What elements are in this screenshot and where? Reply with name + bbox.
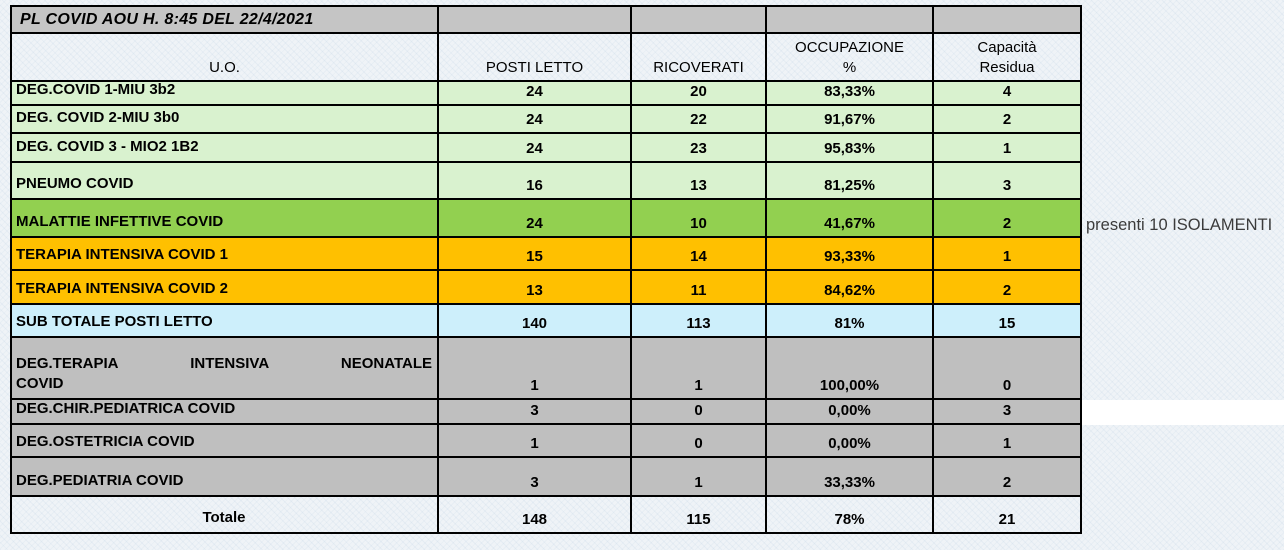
cell-capacita: 21 <box>934 497 1082 534</box>
row-label: DEG.PEDIATRIA COVID <box>12 458 439 497</box>
col-header-capacita <box>934 34 1082 82</box>
cell-capacita: 1 <box>934 134 1082 163</box>
row-label: PNEUMO COVID <box>12 163 439 200</box>
cell-capacita: 3 <box>934 163 1082 200</box>
cell-capacita: 3 <box>934 400 1082 425</box>
cell-ricoverati: 20 <box>632 82 767 106</box>
cell-occupazione: 100,00% <box>767 338 934 400</box>
cell-occupazione: 93,33% <box>767 238 934 271</box>
cell-posti_letto: 3 <box>439 458 632 497</box>
cell-posti_letto: 24 <box>439 134 632 163</box>
cell-occupazione: 81,25% <box>767 163 934 200</box>
title-row-spacer <box>632 7 767 34</box>
cell-capacita: 1 <box>934 238 1082 271</box>
col-header-occupazione-line2: % <box>842 58 857 76</box>
row-label: MALATTIE INFETTIVE COVID <box>12 200 439 238</box>
highlight-strip <box>1082 400 1284 425</box>
cell-ricoverati: 11 <box>632 271 767 305</box>
title-row-spacer <box>439 7 632 34</box>
isolation-note: presenti 10 ISOLAMENTI <box>1086 216 1273 234</box>
cell-ricoverati: 115 <box>632 497 767 534</box>
row-label: DEG.OSTETRICIA COVID <box>12 425 439 458</box>
cell-occupazione: 83,33% <box>767 82 934 106</box>
cell-posti_letto: 15 <box>439 238 632 271</box>
title-row-spacer <box>934 7 1082 34</box>
row-label: SUB TOTALE POSTI LETTO <box>12 305 439 338</box>
cell-occupazione: 95,83% <box>767 134 934 163</box>
cell-occupazione: 41,67% <box>767 200 934 238</box>
cell-capacita: 0 <box>934 338 1082 400</box>
cell-capacita: 2 <box>934 106 1082 134</box>
cell-ricoverati: 23 <box>632 134 767 163</box>
cell-capacita: 1 <box>934 425 1082 458</box>
cell-ricoverati: 14 <box>632 238 767 271</box>
cell-occupazione: 81% <box>767 305 934 338</box>
cell-occupazione: 91,67% <box>767 106 934 134</box>
cell-capacita: 15 <box>934 305 1082 338</box>
table-title: PL COVID AOU H. 8:45 DEL 22/4/2021 <box>12 7 439 34</box>
cell-ricoverati: 13 <box>632 163 767 200</box>
cell-capacita: 2 <box>934 200 1082 238</box>
cell-capacita: 2 <box>934 271 1082 305</box>
row-label-word: NEONATALE <box>340 354 432 372</box>
cell-occupazione: 0,00% <box>767 425 934 458</box>
col-header-ricoverati: RICOVERATI <box>632 34 767 82</box>
row-label: DEG.CHIR.PEDIATRICA COVID <box>12 400 439 425</box>
col-header-uo: U.O. <box>12 34 439 82</box>
cell-occupazione: 84,62% <box>767 271 934 305</box>
cell-posti_letto: 24 <box>439 200 632 238</box>
cell-occupazione: 33,33% <box>767 458 934 497</box>
cell-occupazione: 78% <box>767 497 934 534</box>
cell-ricoverati: 10 <box>632 200 767 238</box>
cell-posti_letto: 3 <box>439 400 632 425</box>
row-label: DEG.COVID 1-MIU 3b2 <box>12 82 439 106</box>
cell-posti_letto: 140 <box>439 305 632 338</box>
cell-posti_letto: 1 <box>439 425 632 458</box>
row-label: TERAPIA INTENSIVA COVID 2 <box>12 271 439 305</box>
row-label: DEG. COVID 3 - MIO2 1B2 <box>12 134 439 163</box>
cell-posti_letto: 13 <box>439 271 632 305</box>
row-label: Totale <box>12 497 439 534</box>
cell-posti_letto: 1 <box>439 338 632 400</box>
cell-posti_letto: 24 <box>439 82 632 106</box>
row-label-word: INTENSIVA <box>190 354 270 372</box>
cell-ricoverati: 22 <box>632 106 767 134</box>
cell-ricoverati: 0 <box>632 400 767 425</box>
cell-ricoverati: 1 <box>632 458 767 497</box>
cell-capacita: 2 <box>934 458 1082 497</box>
cell-posti_letto: 24 <box>439 106 632 134</box>
row-label-word: COVID <box>16 374 64 392</box>
cell-ricoverati: 113 <box>632 305 767 338</box>
row-label <box>12 338 439 400</box>
col-header-posti-letto: POSTI LETTO <box>439 34 632 82</box>
col-header-occupazione-line1: OCCUPAZIONE <box>795 39 904 56</box>
cell-occupazione: 0,00% <box>767 400 934 425</box>
cell-posti_letto: 16 <box>439 163 632 200</box>
covid-beds-table <box>10 5 1082 534</box>
title-row-spacer <box>767 7 934 34</box>
col-header-capacita-line1: Capacità <box>977 39 1037 56</box>
col-header-capacita-line2: Residua <box>979 58 1035 76</box>
row-label: TERAPIA INTENSIVA COVID 1 <box>12 238 439 271</box>
col-header-occupazione <box>767 34 934 82</box>
cell-ricoverati: 1 <box>632 338 767 400</box>
cell-posti_letto: 148 <box>439 497 632 534</box>
row-label: DEG. COVID 2-MIU 3b0 <box>12 106 439 134</box>
cell-ricoverati: 0 <box>632 425 767 458</box>
cell-capacita: 4 <box>934 82 1082 106</box>
row-label-word: DEG.TERAPIA <box>16 354 119 372</box>
